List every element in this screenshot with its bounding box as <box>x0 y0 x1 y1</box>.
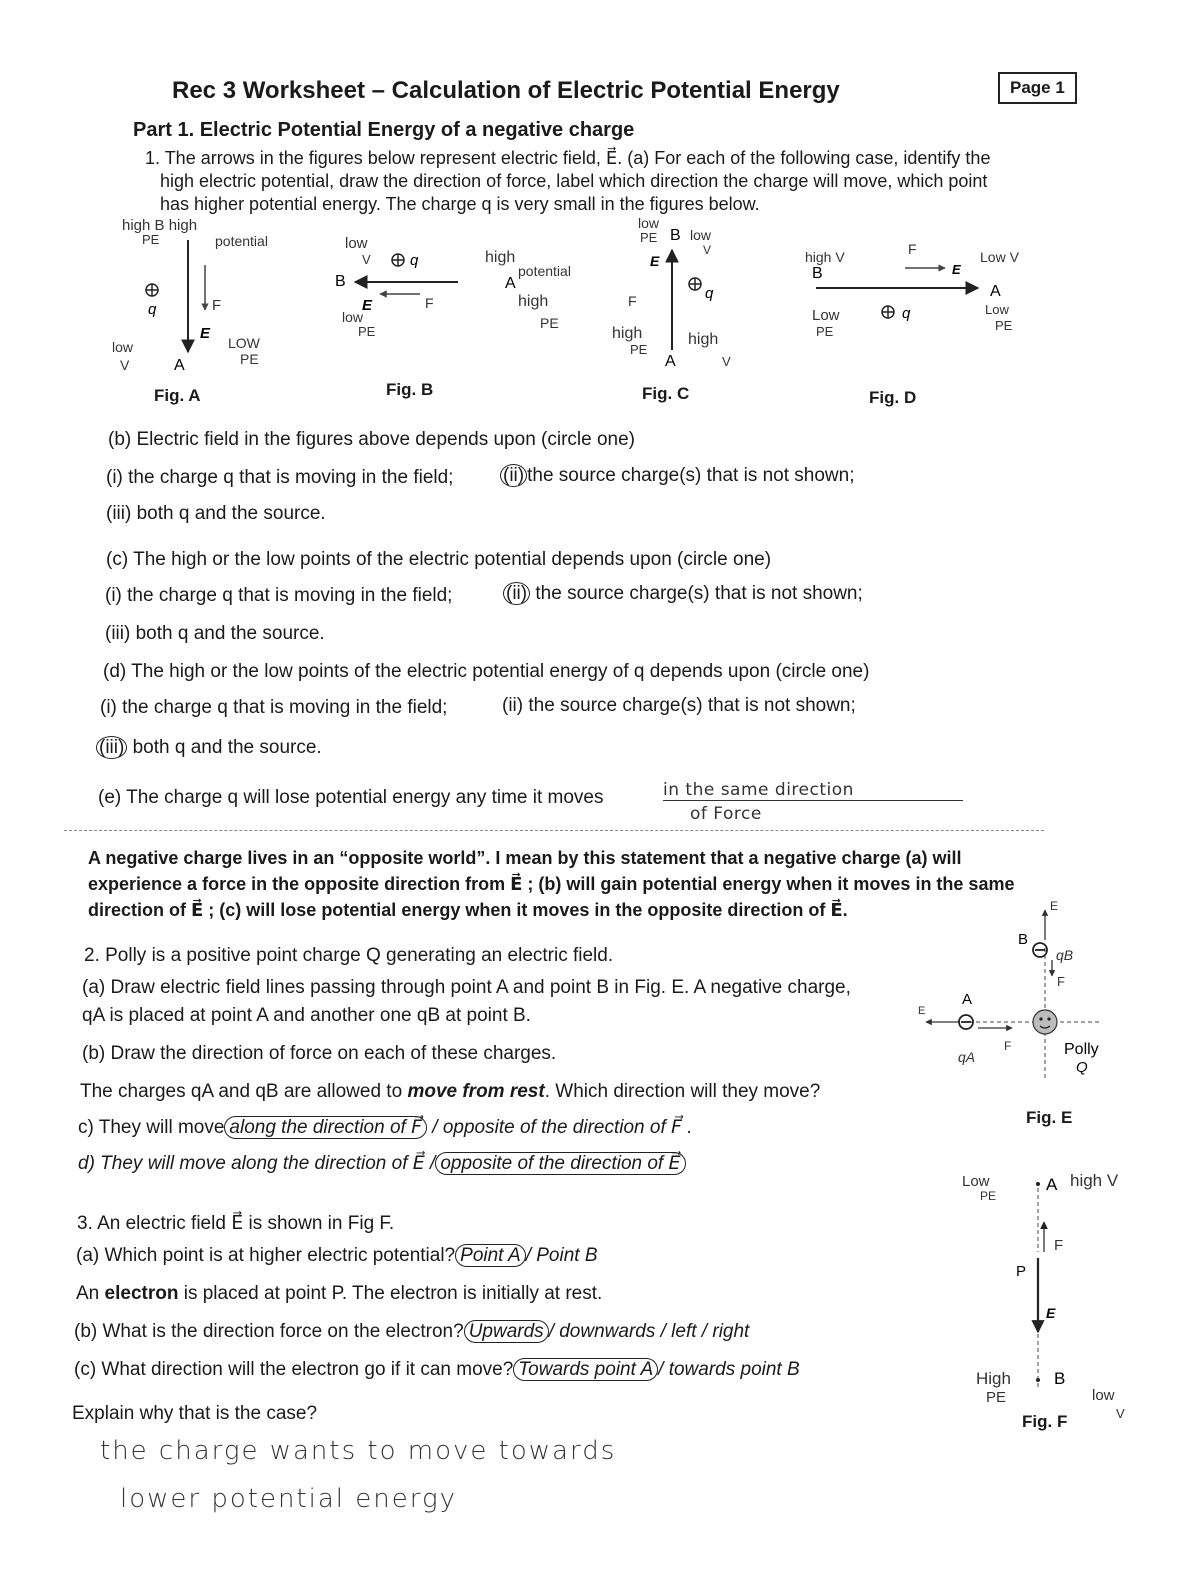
q2-c-post: / opposite of the direction of F⃗ . <box>432 1117 693 1138</box>
polly-charge-icon <box>1033 1010 1057 1034</box>
fige-point-a: A <box>962 991 973 1008</box>
q3-electron <box>76 1282 602 1306</box>
q3-electron-post: is placed at point P. The electron is initially at rest. <box>178 1283 603 1304</box>
figb-f: F <box>425 295 434 311</box>
figc-v-b: V <box>703 243 712 257</box>
fig-c <box>485 215 731 370</box>
figb-low: low <box>345 235 368 252</box>
figc-potential: potential <box>518 263 571 279</box>
q3-b-pre: (b) What is the direction force on the electron? <box>74 1321 464 1342</box>
figd-low-pe2: Low <box>985 302 1009 317</box>
q3-line1: 3. An electric field E⃗ is shown in Fig F. <box>77 1213 395 1234</box>
fig-b-caption: Fig. B <box>386 380 434 399</box>
q1b-opt2-num: (ii) <box>500 464 527 487</box>
q2-line3: qA is placed at point A and another one qB at point B. <box>82 1005 531 1026</box>
q3-a-circled: Point A <box>455 1244 526 1267</box>
figd-pe2: PE <box>995 318 1013 333</box>
q2-line5-post: . Which direction will they move? <box>544 1081 821 1102</box>
opposite-world-line1: A negative charge lives in an “opposite world”. I mean by this statement that a negative charge (a) will <box>88 848 962 868</box>
page-label: Page 1 <box>998 72 1077 104</box>
q3-b-circled: Upwards <box>464 1320 549 1343</box>
q2-line2: (a) Draw electric field lines passing through point A and point B in Fig. E. A negative charge, <box>82 977 851 998</box>
fige-qa: qA <box>958 1049 976 1065</box>
fige-e-a: E <box>918 1005 926 1017</box>
figa-f: F <box>212 297 222 314</box>
q2-d <box>78 1152 686 1176</box>
q3-a <box>76 1244 598 1268</box>
figb-pe: PE <box>358 324 376 339</box>
opposite-world-line2: experience a force in the opposite direction from E⃗ ; (b) will gain potential energy when it moves in the same <box>88 874 1015 894</box>
q3-a-pre: (a) Which point is at higher electric potential? <box>76 1245 456 1266</box>
figd-high-v: high V <box>805 249 845 265</box>
q3-electron-bold: electron <box>104 1283 179 1304</box>
q1c-prompt: (c) The high or the low points of the electric potential depends upon (circle one) <box>106 549 772 570</box>
figf-v: V <box>1116 1406 1125 1421</box>
figc-high2: high <box>612 325 643 342</box>
fig-f <box>950 1162 1160 1442</box>
figures-a-d <box>100 210 1100 420</box>
q3-explain: Explain why that is the case? <box>72 1403 318 1424</box>
figb-v: V <box>362 252 371 267</box>
q1d-opt3-num: (iii) <box>96 736 127 759</box>
figa-q: q <box>148 301 157 318</box>
q1d-opt3 <box>96 736 322 760</box>
figb-point-b: B <box>335 273 346 290</box>
q3-electron-pre: An <box>76 1283 105 1304</box>
figf-point-a: A <box>1046 1175 1058 1194</box>
q2-line1: 2. Polly is a positive point charge Q generating an electric field. <box>84 945 614 966</box>
figa-top-note: high B high <box>122 217 198 234</box>
figa-low: low <box>112 339 134 355</box>
q2-d-pre: d) They will move along the direction of E⃗ / <box>78 1153 436 1174</box>
q1d-opt1: (i) the charge q that is moving in the field; <box>100 697 448 718</box>
figd-point-b: B <box>812 265 823 282</box>
figa-low-pe: LOW <box>228 335 260 351</box>
figf-point-b: B <box>1054 1369 1066 1388</box>
q1b-opt1: (i) the charge q that is moving in the field; <box>106 467 454 488</box>
figa-e: E <box>200 325 211 342</box>
figf-point-b-dot <box>1036 1378 1040 1382</box>
opposite-world-line3: direction of E⃗ ; (c) will lose potential energy when it moves in the opposite direction of E⃗. <box>88 900 848 920</box>
figf-high: High <box>976 1369 1011 1388</box>
figf-low: Low <box>962 1173 990 1190</box>
q2-c <box>78 1116 693 1140</box>
q3-b-post: / downwards / left / right <box>548 1321 750 1342</box>
q1c-opt2-num: (ii) <box>503 582 530 605</box>
q2-line5-em: move from rest <box>407 1081 545 1102</box>
q3-c-pre: (c) What direction will the electron go if it can move? <box>74 1359 514 1380</box>
q1c-opt3: (iii) both q and the source. <box>105 623 325 644</box>
q1c-opt2 <box>503 582 863 606</box>
figc-pe2: PE <box>630 342 648 357</box>
q1d-opt2: (ii) the source charge(s) that is not shown; <box>502 695 856 716</box>
q1c-opt1: (i) the charge q that is moving in the field; <box>105 585 453 606</box>
fige-q: Q <box>1076 1059 1088 1076</box>
q2-line4: (b) Draw the direction of force on each of these charges. <box>82 1043 557 1064</box>
fig-a-caption: Fig. A <box>154 386 201 405</box>
fig-d-caption: Fig. D <box>869 388 917 407</box>
fig-f-caption: Fig. F <box>1022 1412 1068 1431</box>
fige-qb: qB <box>1056 947 1074 963</box>
q3-b <box>74 1320 749 1344</box>
q1e-answer-line2: of Force <box>690 804 762 824</box>
figd-low-pe: Low <box>812 307 840 324</box>
q3-c <box>74 1358 800 1382</box>
fig-e-caption: Fig. E <box>1026 1108 1073 1127</box>
figa-potential: potential <box>215 233 268 249</box>
figf-pe-high: PE <box>986 1389 1007 1406</box>
q1b-prompt: (b) Electric field in the figures above depends upon (circle one) <box>108 429 636 450</box>
fige-e-b: E <box>1050 899 1059 913</box>
fig-b <box>335 235 458 339</box>
figd-e: E <box>952 262 961 277</box>
q2-c-pre: c) They will move <box>78 1117 225 1138</box>
figf-low-v: low <box>1092 1387 1115 1404</box>
figc-point-a: A <box>665 353 676 370</box>
figf-e: E <box>1046 1305 1056 1321</box>
q1e-prompt: (e) The charge q will lose potential energy any time it moves <box>98 787 604 808</box>
fig-e <box>900 890 1110 1090</box>
figc-e: E <box>650 253 660 269</box>
q3-answer-line1: the charge wants to move towards <box>100 1436 617 1466</box>
q2-d-circled: opposite of the direction of E⃗ <box>435 1152 685 1175</box>
q2-c-circled: along the direction of F⃗ <box>224 1116 427 1139</box>
figc-f: F <box>628 293 637 309</box>
q3-c-circled: Towards point A <box>513 1358 658 1381</box>
q1b-opt2-text: the source charge(s) that is not shown; <box>527 465 855 486</box>
fige-point-b: B <box>1018 931 1029 948</box>
figa-pe: PE <box>240 351 259 367</box>
figc-q: q <box>705 285 714 302</box>
q1c-opt2-text: the source charge(s) that is not shown; <box>535 583 863 604</box>
figd-q: q <box>902 305 911 322</box>
figc-pe: PE <box>540 315 559 331</box>
figf-pe-low: PE <box>980 1189 997 1203</box>
part1-heading: Part 1. Electric Potential Energy of a negative charge <box>133 119 635 141</box>
q1-line2: high electric potential, draw the direction of force, label which direction the charge will move, which point <box>160 171 988 191</box>
figc-low-b: low <box>690 227 712 243</box>
figc-point-b: B <box>670 227 681 244</box>
q1d-prompt: (d) The high or the low points of the electric potential energy of q depends upon (circle one) <box>103 661 870 682</box>
q1d-opt3-text: both q and the source. <box>132 737 322 758</box>
figf-high-v: high V <box>1070 1171 1119 1190</box>
figf-point-p: P <box>1016 1263 1027 1280</box>
fige-f-b: F <box>1057 974 1065 989</box>
page-title: Rec 3 Worksheet – Calculation of Electric Potential Energy <box>172 77 840 104</box>
figd-pe: PE <box>816 324 834 339</box>
q3-answer-line2: lower potential energy <box>120 1484 457 1514</box>
figc-point-a-left: A <box>505 275 516 292</box>
figa-top-pe: PE <box>142 232 160 247</box>
figc-high-pe: high <box>518 293 549 310</box>
figc-pe-top: PE <box>640 230 658 245</box>
figc-high3: high <box>688 331 719 348</box>
q1-line1: 1. The arrows in the figures below represent electric field, E⃗. (a) For each of the following case, identify the <box>145 148 991 168</box>
figc-v: V <box>722 354 731 369</box>
figf-point-a-dot <box>1036 1182 1040 1186</box>
fige-f-a: F <box>1004 1039 1012 1053</box>
figb-q: q <box>410 252 419 269</box>
figa-point-a: A <box>174 357 185 374</box>
q1b-opt2 <box>500 464 855 488</box>
figb-low-pe: low <box>342 309 364 325</box>
section-divider <box>64 830 1044 831</box>
fig-c-caption: Fig. C <box>642 384 690 403</box>
q1e-answer-line1: in the same direction <box>663 780 963 801</box>
fig-a <box>112 217 268 374</box>
q2-line5 <box>80 1080 820 1104</box>
q1-line3: has higher potential energy. The charge q is very small in the figures below. <box>160 194 760 214</box>
figa-v: V <box>120 357 130 373</box>
fig-d <box>805 241 1020 339</box>
figd-low-v: Low V <box>980 249 1019 265</box>
q3-a-post: / Point B <box>525 1245 598 1266</box>
figb-e: E <box>362 297 373 314</box>
q2-line5-pre: The charges qA and qB are allowed to <box>80 1081 408 1102</box>
fige-polly: Polly <box>1064 1041 1099 1058</box>
figf-f: F <box>1054 1237 1064 1254</box>
figd-f: F <box>908 241 917 257</box>
q3-c-post: / towards point B <box>658 1359 800 1380</box>
figc-high: high <box>485 249 516 266</box>
figd-point-a: A <box>990 283 1001 300</box>
figc-low-top: low <box>638 215 660 231</box>
q1b-opt3: (iii) both q and the source. <box>106 503 326 524</box>
